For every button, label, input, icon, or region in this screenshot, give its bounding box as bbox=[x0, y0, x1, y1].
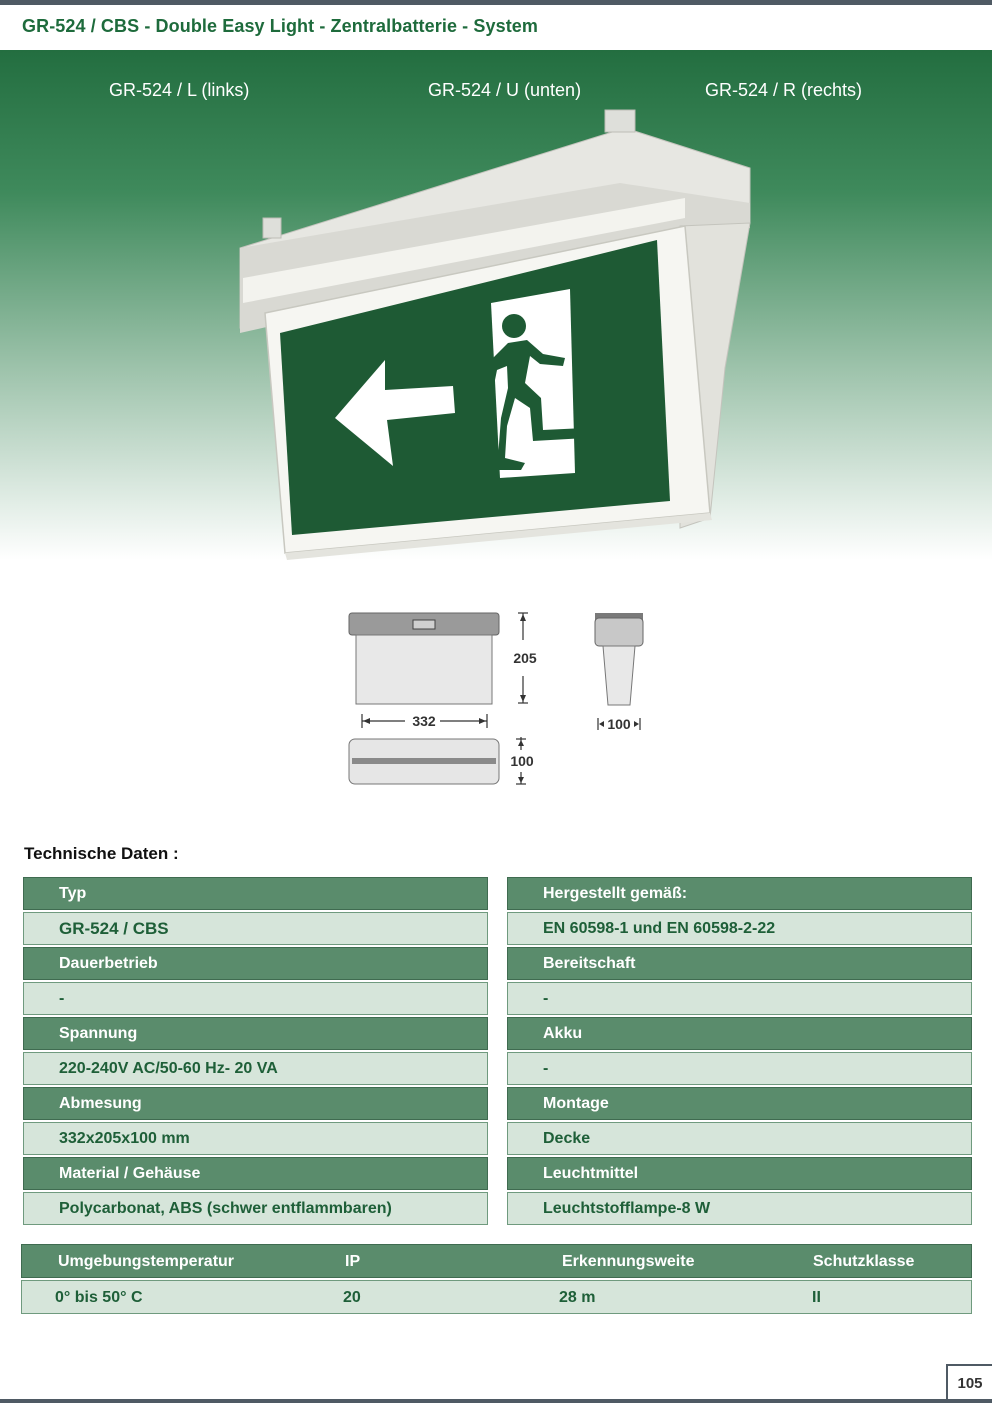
variant-label-bottom: GR-524 / U (unten) bbox=[428, 80, 582, 100]
spec-value-bereitschaft: - bbox=[507, 982, 972, 1015]
environment-header-row bbox=[21, 1244, 972, 1278]
exit-sign-product-image bbox=[225, 108, 770, 563]
spec-label-akku: Akku bbox=[507, 1017, 972, 1050]
page-title: GR-524 / CBS - Double Easy Light - Zentralbatterie - System bbox=[22, 16, 539, 36]
spec-value-abmesung: 332x205x100 mm bbox=[23, 1122, 488, 1155]
env-value-range: 28 m bbox=[559, 1289, 596, 1306]
env-header-ip: IP bbox=[345, 1253, 361, 1270]
variant-label-left: GR-524 / L (links) bbox=[109, 80, 250, 100]
dim-depth-side-label: 100 bbox=[607, 716, 631, 732]
spec-table-right bbox=[507, 877, 972, 1227]
spec-label-bereitschaft: Bereitschaft bbox=[507, 947, 972, 980]
environment-value-row bbox=[21, 1280, 972, 1314]
spec-value-montage: Decke bbox=[507, 1122, 972, 1155]
spec-value-hergestellt: EN 60598-1 und EN 60598-2-22 bbox=[507, 912, 972, 945]
env-value-ip: 20 bbox=[343, 1289, 361, 1306]
bottom-rule bbox=[0, 1399, 992, 1403]
spec-label-abmesung: Abmesung bbox=[23, 1087, 488, 1120]
spec-value-leuchtmittel: Leuchtstofflampe-8 W bbox=[507, 1192, 972, 1225]
spec-value-spannung: 220-240V AC/50-60 Hz- 20 VA bbox=[23, 1052, 488, 1085]
dim-depth-front-label: 100 bbox=[510, 753, 534, 769]
dim-height-label: 205 bbox=[513, 650, 537, 666]
spec-label-spannung: Spannung bbox=[23, 1017, 488, 1050]
spec-value-material: Polycarbonat, ABS (schwer entflammbaren) bbox=[23, 1192, 488, 1225]
env-header-class: Schutzklasse bbox=[813, 1253, 915, 1270]
spec-value-akku: - bbox=[507, 1052, 972, 1085]
dim-width-label: 332 bbox=[412, 713, 436, 729]
spec-label-montage: Montage bbox=[507, 1087, 972, 1120]
spec-label-dauerbetrieb: Dauerbetrieb bbox=[23, 947, 488, 980]
section-heading: Technische Daten : bbox=[24, 844, 179, 863]
spec-label-material: Material / Gehäuse bbox=[23, 1157, 488, 1190]
env-value-class: II bbox=[812, 1289, 821, 1306]
env-value-temperature: 0° bis 50° C bbox=[55, 1289, 143, 1306]
environment-table bbox=[21, 1244, 972, 1314]
top-rule bbox=[0, 0, 992, 5]
dimension-drawing bbox=[340, 600, 660, 795]
spec-value-dauerbetrieb: - bbox=[23, 982, 488, 1015]
spec-label-hergestellt: Hergestellt gemäß: bbox=[507, 877, 972, 910]
variant-label-right: GR-524 / R (rechts) bbox=[705, 80, 863, 100]
spec-table-left bbox=[23, 877, 488, 1227]
env-header-range: Erkennungsweite bbox=[562, 1253, 695, 1270]
spec-value-typ: GR-524 / CBS bbox=[23, 912, 488, 945]
spec-label-leuchtmittel: Leuchtmittel bbox=[507, 1157, 972, 1190]
page-number: 105 bbox=[946, 1364, 992, 1400]
env-header-temperature: Umgebungstemperatur bbox=[58, 1253, 235, 1270]
spec-label-typ: Typ bbox=[23, 877, 488, 910]
